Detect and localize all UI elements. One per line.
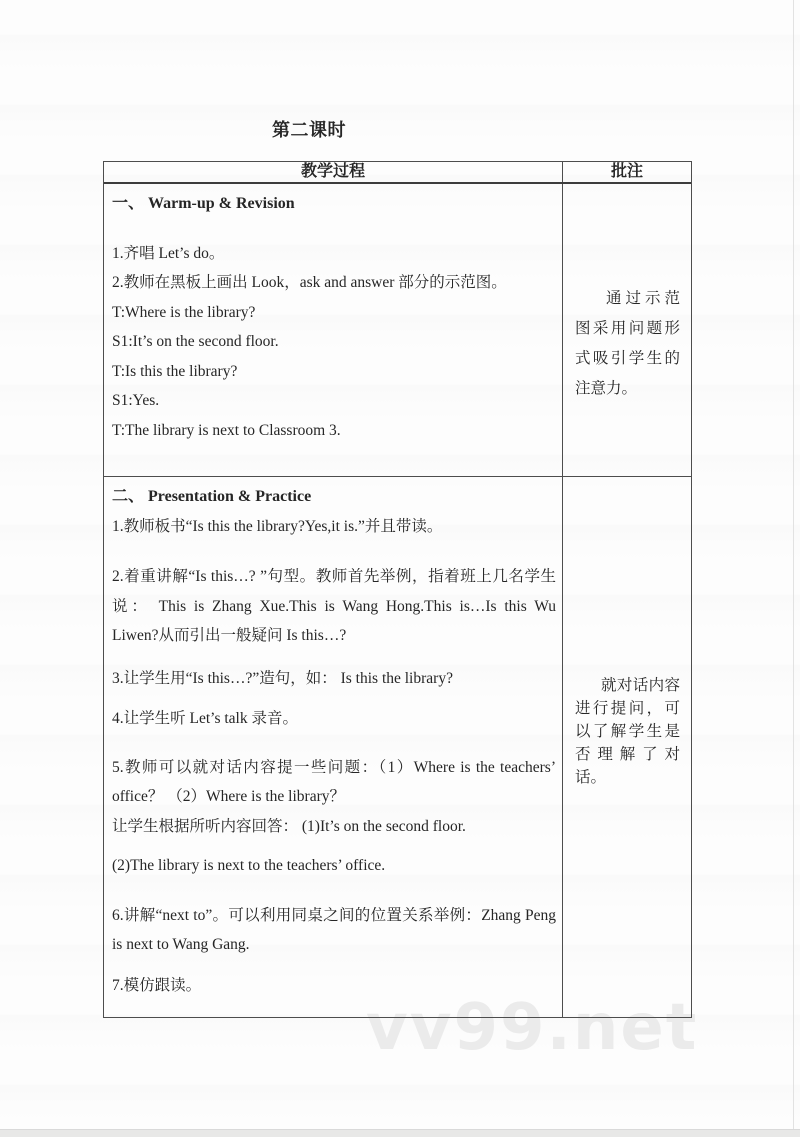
presentation-paragraphs [112,512,556,1001]
margin-note-presentation: 就对话内容进行提问，可以了解学生是否理解了对话。 [575,677,680,786]
lesson-line: 6.讲解“next to”。可以利用同桌之间的位置关系举例：Zhang Peng is next to Wang Gang. [112,906,556,953]
warmup-process-cell [104,184,563,476]
lesson-line: 4.让学生听 Let’s talk 录音。 [112,710,298,727]
presentation-note-cell [563,477,691,1017]
lesson-line: 1.齐唱 Let’s do。 [112,244,225,262]
warmup-paragraphs [112,239,556,446]
lesson-line: 5.教师可以就对话内容提一些问题：（1）Where is the teachers’ office？ （2）Where is the library？ [112,758,556,805]
page-title: 第二课时 [272,120,346,140]
lesson-line: 2.着重讲解“Is this…? ”句型。教师首先举例，指着班上几名学生说： This is Zhang Xue.This is Wang Hong.This is…Is this Wu Liwen?从而引出一般疑问 Is this…? [112,568,556,644]
lesson-line: S1:It’s on the second floor. [112,333,279,350]
lesson-line: S1:Yes. [112,392,160,409]
lesson-line: T:The library is next to Classroom 3. [112,421,341,439]
lesson-line: 让学生根据所听内容回答： (1)It’s on the second floor. [112,817,466,835]
presentation-process-cell [104,477,563,1017]
watermark: vv99.net [366,991,699,1065]
section-heading-presentation: 二、 Presentation & Practice [112,488,312,505]
page-right-edge [793,0,794,1129]
warmup-note-cell [563,184,691,476]
lesson-line: 1.教师板书“Is this the library?Yes,it is.”并且带读。 [112,517,443,535]
lesson-line: 2.教师在黑板上画出 Look，ask and answer 部分的示范图。 [112,274,507,291]
column-header-notes: 批注 [610,163,643,180]
lesson-plan-table [103,161,692,1018]
table-row-presentation [104,477,691,1017]
lesson-line: 3.让学生用“Is this…?”造句，如： Is this the library? [112,669,453,687]
column-header-process: 教学过程 [104,162,563,182]
table-row-warmup [104,184,691,477]
margin-note-warmup: 通过示范图采用问题形式吸引学生的注意力。 [575,290,680,397]
lesson-line: (2)The library is next to the teachers’ office. [112,857,386,874]
lesson-line: T:Is this the library? [112,362,238,380]
table-header-row [104,162,691,184]
section-heading-warmup: 一、 Warm-up & Revision [112,195,295,212]
lesson-line: T:Where is the library? [112,303,256,321]
lesson-line: 7.模仿跟读。 [112,976,202,994]
page-bottom-edge [0,1129,800,1137]
